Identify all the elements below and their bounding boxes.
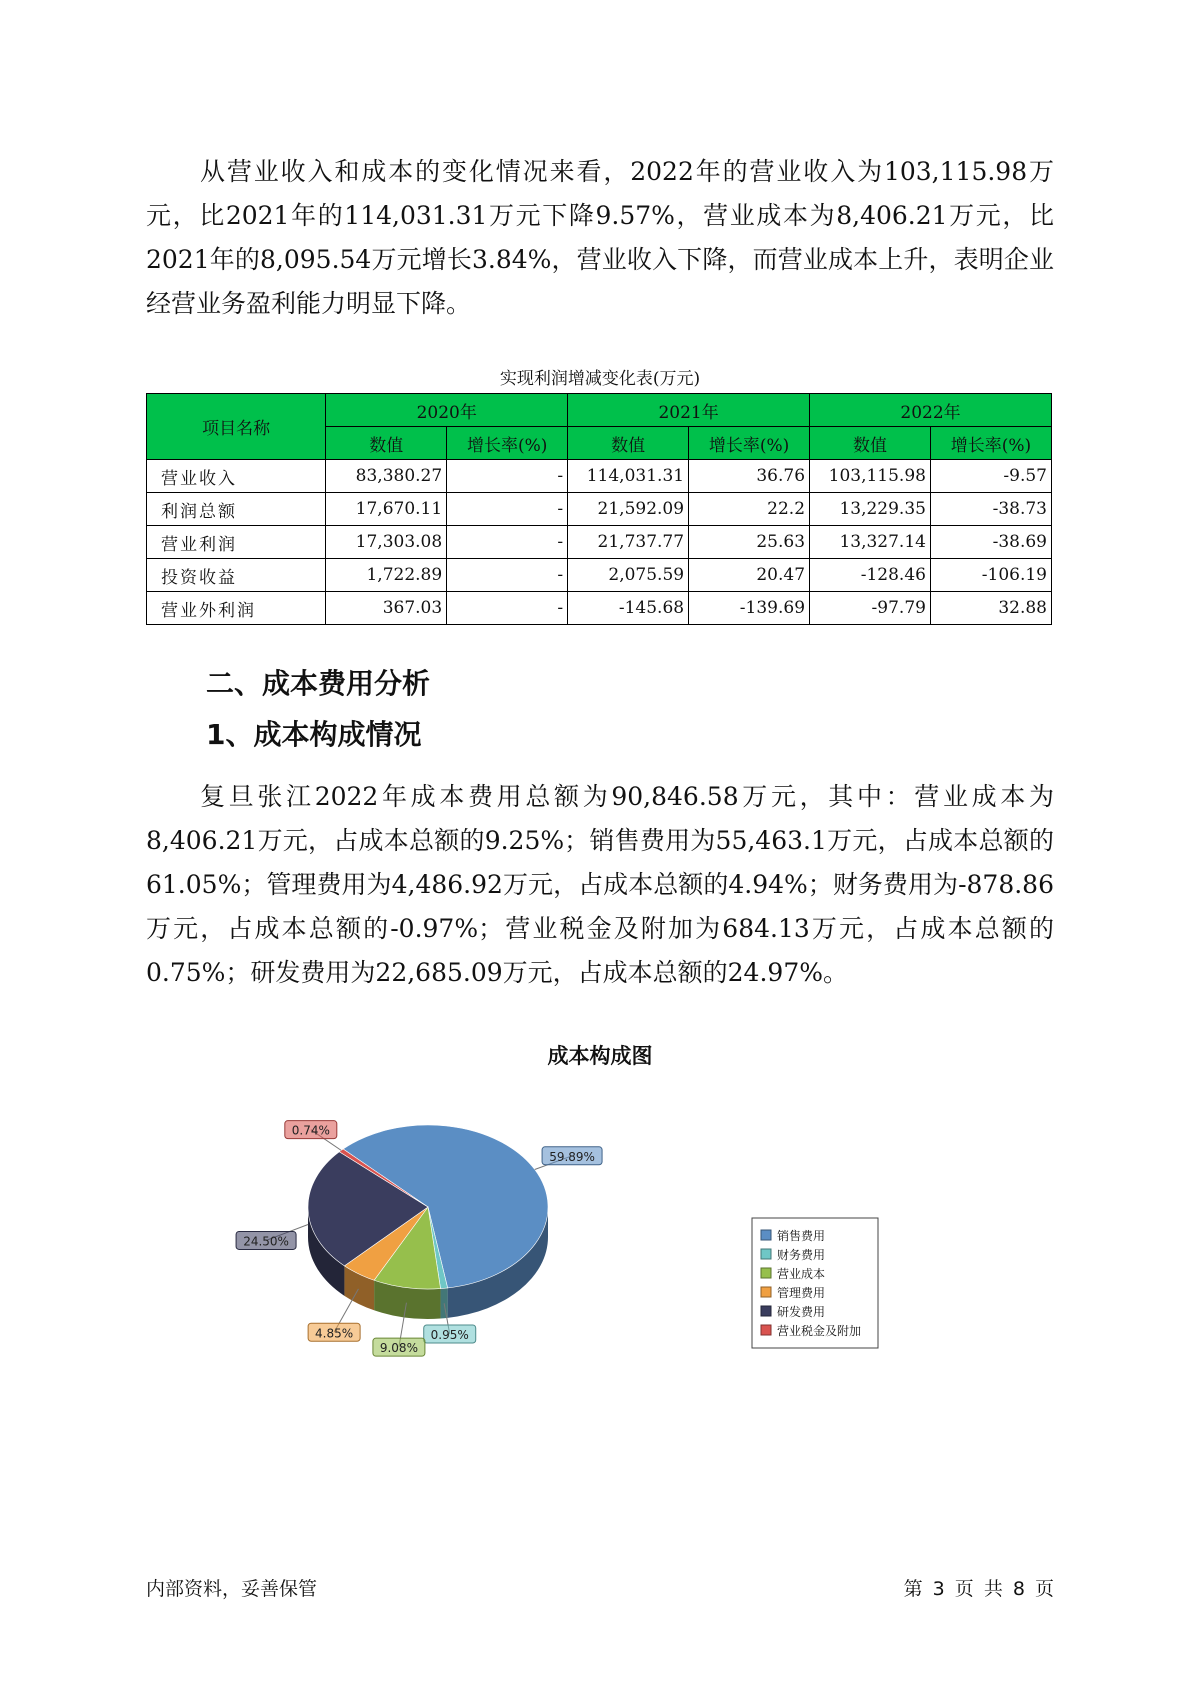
- value-cell: 21,737.77: [568, 526, 689, 559]
- legend-label-0: 销售费用: [777, 1229, 826, 1243]
- table-body: [147, 460, 1052, 625]
- value-cell: -97.79: [810, 592, 931, 625]
- value-cell: 17,670.11: [326, 493, 447, 526]
- row-label: 利润总额: [147, 493, 326, 526]
- legend-label-1: 财务费用: [777, 1248, 826, 1262]
- growth-cell: 22.2: [689, 493, 810, 526]
- growth-cell: -: [447, 460, 568, 493]
- header-year-2021: 2021年: [568, 394, 810, 427]
- value-cell: 17,303.08: [326, 526, 447, 559]
- data-label-1: 0.95%: [430, 1327, 469, 1342]
- growth-cell: -38.73: [930, 493, 1051, 526]
- footer-confidential-note: 内部资料，妥善保管: [146, 1578, 318, 1600]
- header-value: 数值: [326, 427, 447, 460]
- value-cell: 114,031.31: [568, 460, 689, 493]
- value-cell: 13,229.35: [810, 493, 931, 526]
- pie-top: [308, 1125, 548, 1289]
- legend-label-4: 研发费用: [777, 1305, 826, 1319]
- header-value: 数值: [810, 427, 931, 460]
- growth-cell: -: [447, 526, 568, 559]
- table-row: [147, 460, 1052, 493]
- legend-label-5: 营业税金及附加: [777, 1324, 862, 1338]
- pie-side-1: [441, 1288, 448, 1319]
- header-growth: 增长率(%): [930, 427, 1051, 460]
- growth-cell: 25.63: [689, 526, 810, 559]
- value-cell: 13,327.14: [810, 526, 931, 559]
- cost-composition-pie-chart: [0, 1080, 1191, 1380]
- growth-cell: 32.88: [930, 592, 1051, 625]
- value-cell: 367.03: [326, 592, 447, 625]
- value-cell: -128.46: [810, 559, 931, 592]
- chart-title: 成本构成图: [547, 1044, 653, 1068]
- data-label-5: 0.74%: [291, 1123, 330, 1138]
- row-label: 营业利润: [147, 526, 326, 559]
- row-label: 营业收入: [147, 460, 326, 493]
- value-cell: 83,380.27: [326, 460, 447, 493]
- growth-cell: -: [447, 559, 568, 592]
- section-heading: 二、成本费用分析: [206, 667, 431, 700]
- growth-cell: 36.76: [689, 460, 810, 493]
- growth-cell: 20.47: [689, 559, 810, 592]
- value-cell: 21,592.09: [568, 493, 689, 526]
- header-growth: 增长率(%): [447, 427, 568, 460]
- data-label-3: 4.85%: [315, 1326, 354, 1341]
- value-cell: -145.68: [568, 592, 689, 625]
- table-row: [147, 493, 1052, 526]
- table-row: [147, 559, 1052, 592]
- header-year-2022: 2022年: [810, 394, 1052, 427]
- legend-label-3: 管理费用: [777, 1286, 826, 1300]
- table-row: [147, 526, 1052, 559]
- growth-cell: -: [447, 493, 568, 526]
- intro-paragraph: 从营业收入和成本的变化情况来看，2022年的营业收入为103,115.98万元，比2021年的114,031.31万元下降9.57%，营业成本为8,406.21万元，比2021年的8,095.54万元增长3.84%，营业收入下降，而营业成本上升，表明企业经营业务盈利能力明显下降。: [146, 157, 1054, 318]
- header-item-name: 项目名称: [147, 394, 326, 460]
- growth-cell: -38.69: [930, 526, 1051, 559]
- table-row: [147, 592, 1052, 625]
- value-cell: 103,115.98: [810, 460, 931, 493]
- growth-cell: -106.19: [930, 559, 1051, 592]
- data-label-2: 9.08%: [379, 1341, 418, 1356]
- legend-swatch-5: [761, 1325, 771, 1335]
- header-growth: 增长率(%): [689, 427, 810, 460]
- row-label: 投资收益: [147, 559, 326, 592]
- profit-change-table: [146, 393, 1052, 625]
- legend-swatch-4: [761, 1306, 771, 1316]
- legend-swatch-0: [761, 1230, 771, 1240]
- value-cell: 1,722.89: [326, 559, 447, 592]
- legend-label-2: 营业成本: [777, 1267, 826, 1281]
- chart-legend: [752, 1218, 878, 1348]
- table-caption: 实现利润增减变化表(万元): [499, 369, 701, 389]
- growth-cell: -139.69: [689, 592, 810, 625]
- legend-swatch-3: [761, 1287, 771, 1297]
- data-label-0: 59.89%: [549, 1149, 595, 1164]
- growth-cell: -9.57: [930, 460, 1051, 493]
- growth-cell: -: [447, 592, 568, 625]
- footer-page-number: 第 3 页 共 8 页: [903, 1578, 1054, 1600]
- data-label-4: 24.50%: [243, 1234, 289, 1249]
- row-label: 营业外利润: [147, 592, 326, 625]
- legend-swatch-2: [761, 1268, 771, 1278]
- subsection-heading: 1、成本构成情况: [206, 718, 422, 751]
- header-year-2020: 2020年: [326, 394, 568, 427]
- cost-paragraph: 复旦张江2022年成本费用总额为90,846.58万元，其中：营业成本为8,406.21万元，占成本总额的9.25%；销售费用为55,463.1万元，占成本总额的61.05%；管理费用为4,486.92万元，占成本总额的4.94%；财务费用为-878.86万元，占成本总额的-0.97%；营业税金及附加为684.13万元，占成本总额的0.75%；研发费用为22,685.09万元，占成本总额的24.97%。: [146, 782, 1054, 987]
- header-value: 数值: [568, 427, 689, 460]
- legend-swatch-1: [761, 1249, 771, 1259]
- value-cell: 2,075.59: [568, 559, 689, 592]
